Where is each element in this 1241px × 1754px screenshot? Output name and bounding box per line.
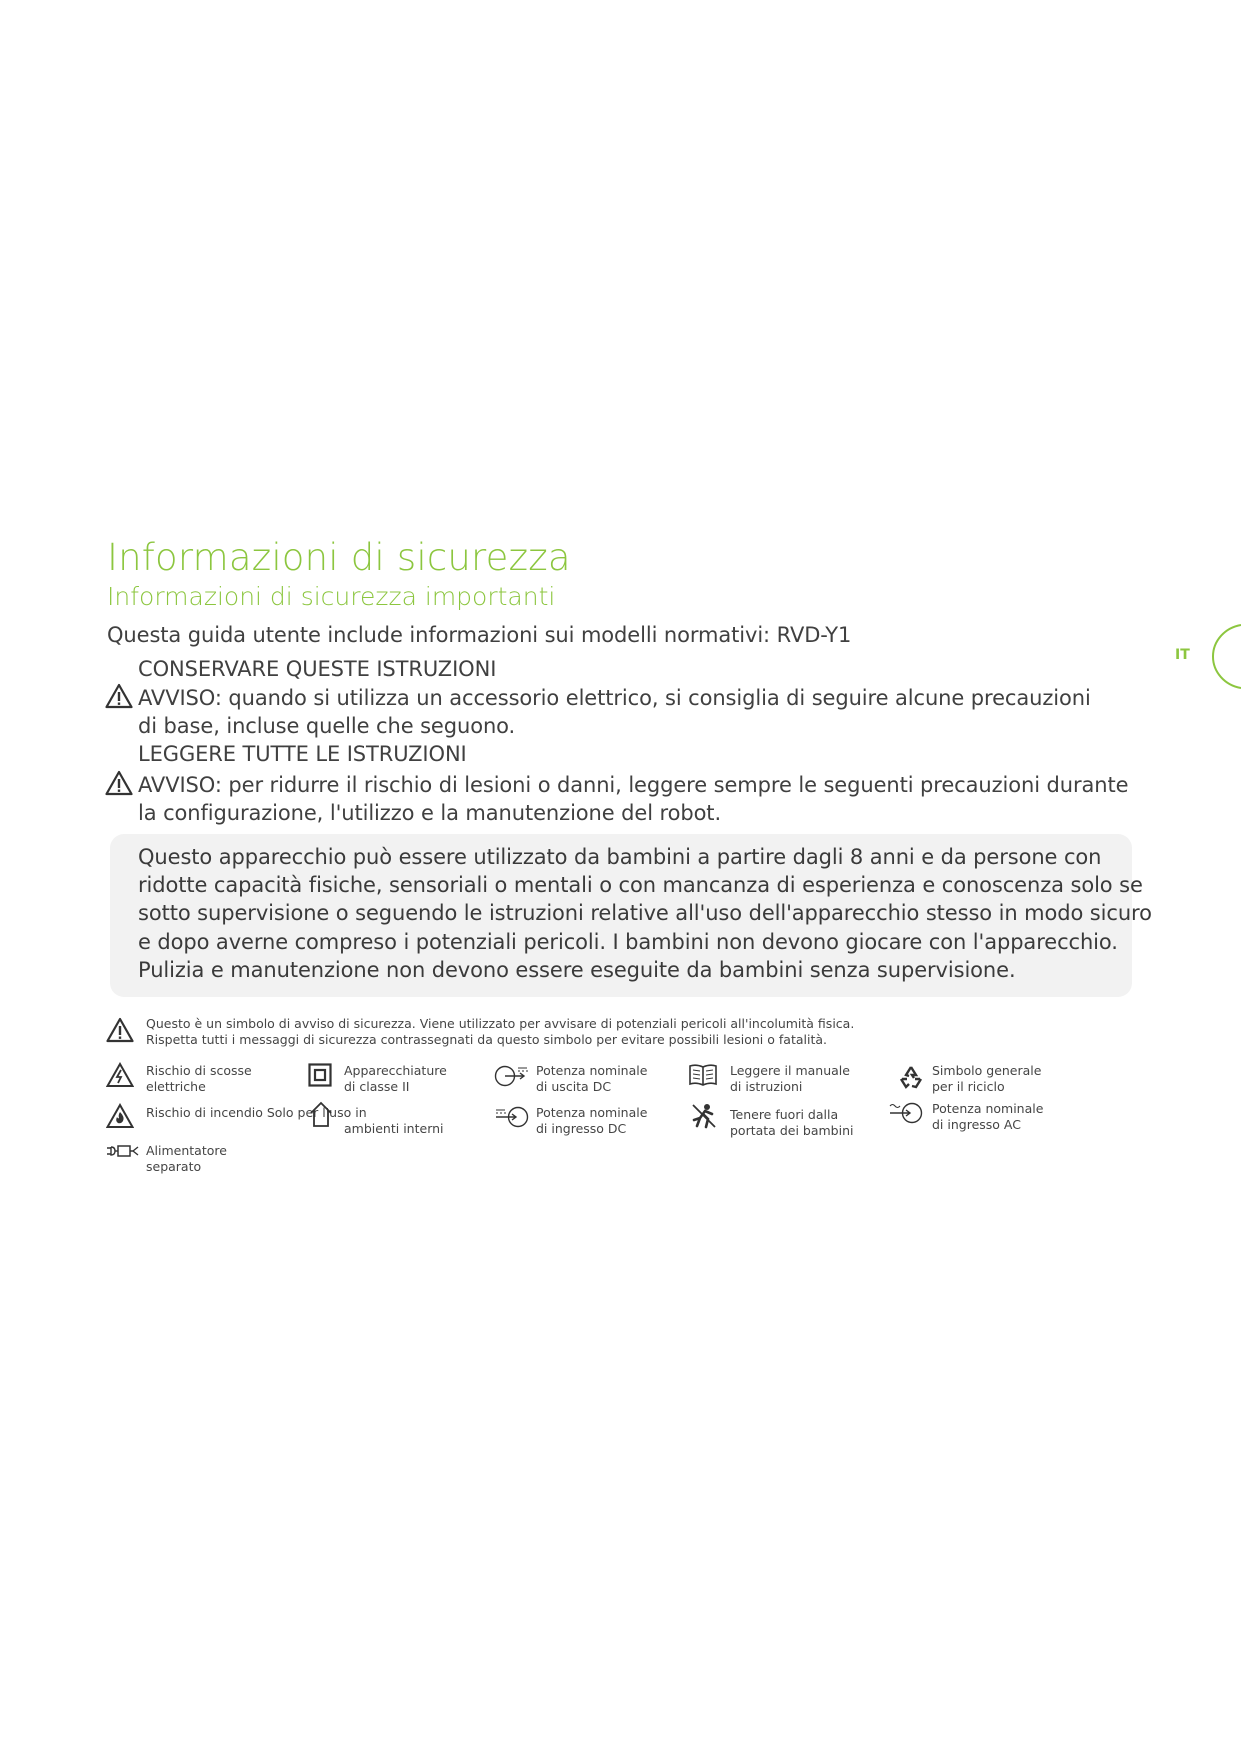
class2-label-2: di classe II (344, 1079, 410, 1094)
keep-instructions: CONSERVARE QUESTE ISTRUZIONI (138, 657, 497, 681)
dc-output-icon (494, 1064, 530, 1088)
recycle-icon (898, 1065, 924, 1091)
ac-in-label-2: di ingresso AC (932, 1117, 1021, 1132)
dc-out-label-2: di uscita DC (536, 1079, 612, 1094)
psu-label-2: separato (146, 1159, 202, 1174)
children-label-1: Tenere fuori dalla (730, 1107, 839, 1122)
ac-in-label-1: Potenza nominale (932, 1101, 1044, 1116)
manual-label-1: Leggere il manuale (730, 1063, 850, 1078)
warning-icon (105, 683, 133, 709)
note-line: Questo apparecchio può essere utilizzato da bambini a partire dagli 8 anni e da persone con (138, 845, 1102, 869)
warning2-line2: la configurazione, l'utilizzo e la manutenzione del robot. (138, 801, 722, 825)
psu-label-1: Alimentatore (146, 1143, 227, 1158)
shock-label-2: elettriche (146, 1079, 206, 1094)
keep-from-children-icon (690, 1102, 718, 1130)
safety-symbol-text-2: Rispetta tutti i messaggi di sicurezza contrassegnati da questo simbolo per evitare possibili lesioni o fatalità. (146, 1032, 827, 1047)
warning2-line1: AVVISO: per ridurre il rischio di lesioni o danni, leggere sempre le seguenti precauzioni durante (138, 773, 1129, 797)
note-line: Pulizia e manutenzione non devono essere eseguite da bambini senza supervisione. (138, 958, 1016, 982)
fire-label-2: ambienti interni (344, 1121, 444, 1136)
dc-in-label-2: di ingresso DC (536, 1121, 627, 1136)
note-line: e dopo averne compreso i potenziali pericoli. I bambini non devono giocare con l'apparecchio. (138, 930, 1118, 954)
separate-power-supply-icon (106, 1144, 140, 1158)
dc-out-label-1: Potenza nominale (536, 1063, 648, 1078)
children-label-2: portata dei bambini (730, 1123, 854, 1138)
indoor-house-icon (308, 1100, 334, 1128)
manual-label-2: di istruzioni (730, 1079, 803, 1094)
warning1-line2: di base, incluse quelle che seguono. (138, 714, 516, 738)
page-subtitle: Informazioni di sicurezza importanti (107, 582, 556, 611)
warning-icon (105, 770, 133, 796)
note-line: ridotte capacità fisiche, sensoriali o mentali o con mancanza di esperienza e conoscenza solo se (138, 873, 1143, 897)
models-line: Questa guida utente include informazioni sui modelli normativi: RVD-Y1 (107, 623, 852, 647)
manual-book-icon (688, 1063, 718, 1087)
fire-label-1: Rischio di incendio Solo per l'uso in (146, 1105, 367, 1120)
dc-in-label-1: Potenza nominale (536, 1105, 648, 1120)
warning1-line1: AVVISO: quando si utilizza un accessorio elettrico, si consiglia di seguire alcune precauzioni (138, 686, 1091, 710)
language-label: IT (1175, 647, 1190, 663)
shock-label-1: Rischio di scosse (146, 1063, 252, 1078)
class2-label-1: Apparecchiature (344, 1063, 447, 1078)
fire-hazard-icon (106, 1103, 134, 1129)
recycle-label-2: per il riciclo (932, 1079, 1005, 1094)
page-title: Informazioni di sicurezza (107, 536, 571, 579)
electric-shock-icon (106, 1062, 134, 1088)
safety-alert-icon (106, 1017, 134, 1043)
class-ii-icon (308, 1063, 332, 1087)
read-all-instructions: LEGGERE TUTTE LE ISTRUZIONI (138, 742, 467, 766)
recycle-label-1: Simbolo generale (932, 1063, 1042, 1078)
dc-input-icon (494, 1105, 530, 1129)
safety-symbol-text-1: Questo è un simbolo di avviso di sicurezza. Viene utilizzato per avvisare di potenziali pericoli all'incolumità fisica. (146, 1016, 855, 1031)
ac-input-icon (888, 1100, 924, 1126)
note-line: sotto supervisione o seguendo le istruzioni relative all'uso dell'apparecchio stesso in modo sicuro (138, 901, 1152, 925)
